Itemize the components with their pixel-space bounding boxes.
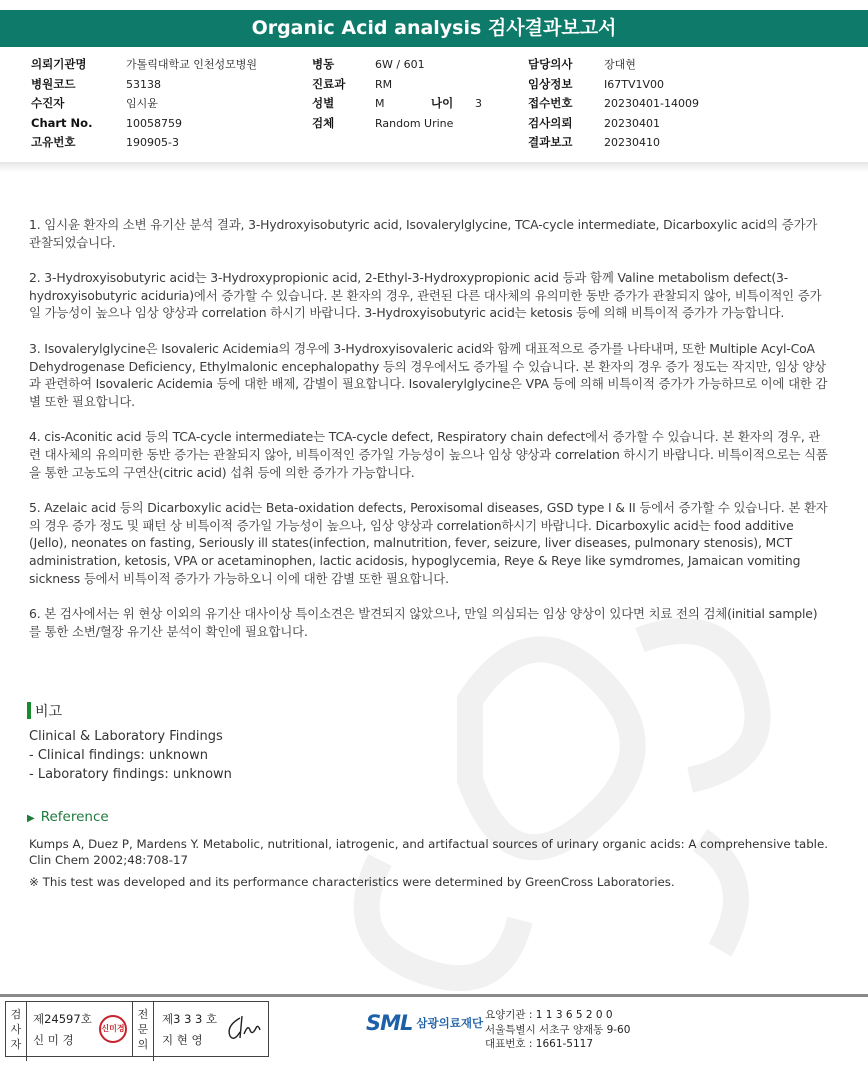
info-label: 담당의사 <box>528 57 573 71</box>
footer-divider <box>0 994 868 997</box>
specialist-license: 제3 3 3 호 <box>162 1012 218 1026</box>
info-column-3 <box>528 55 699 153</box>
info-label: 수진자 <box>31 96 65 110</box>
signature-box <box>5 1001 269 1057</box>
header-divider <box>0 162 868 172</box>
info-row <box>528 75 699 95</box>
specialist-label <box>133 1002 154 1061</box>
specialist-cell <box>154 1002 267 1056</box>
examiner-seal-icon: 신미경 <box>99 1015 127 1043</box>
interpretation-paragraph-3: 3. Isovalerylglycine은 Isovaleric Acidemia의 경우에 3-Hydroxyisovaleric acid와 함께 대표적으로 증가를 나타내며, 또한 Multiple Acyl-CoA Dehydrogenase Deficiency, Ethylmalonic encephalopathy 등의 경우에서도 증가될 수 있습니다. 본 환자의 경우 증가 정도는 작지만, 임상 양상과 관련하여 Isovaleric Acidemia 등에 대한 배제, 감별이 필요합니다. Isovalerylglycine은 VPA 등에 의해 비특이적 증가가 가능하므로 이에 대한 감별 또한 필요합니다. <box>29 340 828 409</box>
organization-info <box>485 1008 630 1052</box>
specialist-name: 지 현 영 <box>162 1033 203 1047</box>
info-value: 20230401-14009 <box>604 97 699 110</box>
info-column-2 <box>312 55 482 133</box>
info-value: 53138 <box>126 77 161 91</box>
info-label: 성별 <box>312 96 335 110</box>
info-row <box>312 94 482 114</box>
examiner-cell <box>27 1002 133 1056</box>
info-label: Chart No. <box>31 115 93 130</box>
triangle-right-icon: ▶ <box>27 813 35 824</box>
info-row <box>31 114 257 134</box>
info-row <box>528 133 699 153</box>
interpretation-paragraph-1: 1. 임시윤 환자의 소변 유기산 분석 결과, 3-Hydroxyisobutyric acid, Isovalerylglycine, TCA-cycle intermediate, Dicarboxylic acid의 증가가 관찰되었습니다. <box>29 217 818 250</box>
info-label: 검체 <box>312 115 335 130</box>
info-column-1 <box>31 55 257 153</box>
info-row <box>31 133 257 153</box>
findings-title: Clinical & Laboratory Findings <box>29 729 223 744</box>
examiner-name: 신 미 경 <box>33 1033 74 1047</box>
info-label: 임상정보 <box>528 76 573 91</box>
findings-list <box>29 727 232 784</box>
info-value: M <box>375 97 385 110</box>
age-value: 3 <box>475 97 482 110</box>
info-label: 병동 <box>312 57 335 71</box>
reference-note: ※ This test was developed and its performance characteristics were determined by GreenCross Laboratories. <box>29 875 675 889</box>
info-row <box>31 75 257 95</box>
info-row <box>31 94 257 114</box>
remarks-bar-icon <box>27 702 31 719</box>
org-address: 서울특별시 서초구 양재동 9-60 <box>485 1023 631 1036</box>
info-value: 20230410 <box>604 136 660 149</box>
interpretation-paragraph-2: 2. 3-Hydroxyisobutyric acid는 3-Hydroxypropionic acid, 2-Ethyl-3-Hydroxypropionic acid 등과 함께 Valine metabolism defect(3-hydroxyisobutyric aciduria)에서 증가할 수 있습니다. 본 환자의 경우, 관련된 다른 대사체의 유의미한 동반 증가가 관찰되지 않아, 비특이적인 증가일 가능성이 높으나 임상 양상과 correlation 하시기 바랍니다. 3-Hydroxyisobutyric acid는 ketosis 등에 의해 비특이적 증가가 가능합니다. <box>29 270 822 321</box>
info-value: Random Urine <box>375 116 454 130</box>
info-label: 결과보고 <box>528 135 573 149</box>
info-label: 검사의뢰 <box>528 115 573 130</box>
specialist-label-text: 전 문 의 <box>137 1008 149 1051</box>
info-value: 장대현 <box>604 58 636 71</box>
interpretation-paragraph-4: 4. cis-Aconitic acid 등의 TCA-cycle intermediate는 TCA-cycle defect, Respiratory chain defect에서 증가할 수 있습니다. 본 환자의 경우, 관련 대사체의 유의미한 동반 증가는 관찰되지 않아, 비특이적인 증가일 가능성이 높으나 임상 양상과 correlation 하시기 바랍니다. 비특이적으로는 식품을 통한 고농도의 구연산(citric acid) 섭취 등에 의한 증가가 가능합니다. <box>29 429 828 480</box>
remarks-heading <box>27 701 62 721</box>
interpretation-paragraph-5: 5. Azelaic acid 등의 Dicarboxylic acid는 Beta-oxidation defects, Peroxisomal diseases, GSD type I & II 등에서 증가할 수 있습니다. 본 환자의 경우 증가 정도 및 패턴 상 비특이적 증가일 가능성이 높으나, 임상 양상과 correlation하시기 바랍니다. Dicarboxylic acid는 food additive (Jello), neonates on fasting, Seriously ill states(infection, malnutrition, fever, seizure, liver diseases, pulmonary stenosis), MCT administration, ketosis, VPA or acetaminophen, lactic acidosis, hypoglycemia, Reye & Reye like symdromes, Jamaican vomiting sickness 등에서 비특이적 증가가 가능하오니 이에 대한 감별 또한 필요합니다. <box>29 500 828 586</box>
info-label: 진료과 <box>312 76 346 91</box>
reference-heading <box>27 809 109 825</box>
info-label: 고유번호 <box>31 135 76 149</box>
reference-heading-text: Reference <box>40 809 109 825</box>
info-label: 의뢰기관명 <box>31 57 87 71</box>
info-value: 20230401 <box>604 116 660 130</box>
info-value: RM <box>375 77 393 91</box>
report-title: Organic Acid analysis 검사결과보고서 <box>0 10 868 47</box>
laboratory-findings: - Laboratory findings: unknown <box>29 767 232 782</box>
examiner-label <box>6 1002 27 1061</box>
reference-citation: Kumps A, Duez P, Mardens Y. Metabolic, nutritional, iatrogenic, and artifactual sources of urinary organic acids: A comprehensive table. Clin Chem 2002;48:708-17 <box>29 837 828 867</box>
info-value: 6W / 601 <box>375 58 425 71</box>
logo-text: SML <box>366 1011 413 1035</box>
info-row <box>31 55 257 75</box>
org-phone: 대표번호 : 1661-5117 <box>485 1038 594 1050</box>
info-value: 가톨릭대학교 인천성모병원 <box>126 58 258 71</box>
info-label: 병원코드 <box>31 76 76 91</box>
examiner-license: 제24597호 <box>33 1012 92 1026</box>
age-label: 나이 <box>431 96 454 110</box>
info-row <box>528 114 699 134</box>
org-code: 요양기관 : 1 1 3 6 5 2 0 0 <box>485 1009 613 1021</box>
interpretation-text <box>29 216 829 658</box>
info-row <box>312 75 482 95</box>
sml-logo <box>366 1011 483 1035</box>
info-value: 임시윤 <box>126 97 158 110</box>
remarks-heading-text: 비고 <box>35 704 63 720</box>
examiner-label-text: 검 사 자 <box>10 1008 22 1051</box>
info-row <box>312 114 482 134</box>
info-row <box>312 55 482 75</box>
org-name: 삼광의료재단 <box>416 1016 484 1030</box>
info-value: 10058759 <box>126 116 182 130</box>
info-value: I67TV1V00 <box>604 77 665 91</box>
interpretation-paragraph-6: 6. 본 검사에서는 위 현상 이외의 유기산 대사이상 특이소견은 발견되지 않았으나, 만일 의심되는 임상 양상이 있다면 치료 전의 검체(initial sample)를 통한 소변/혈장 유기산 분석이 확인에 필요합니다. <box>29 606 818 639</box>
info-value: 190905-3 <box>126 136 179 149</box>
info-row <box>528 94 699 114</box>
info-row <box>528 55 699 75</box>
signature-icon <box>226 1014 264 1042</box>
clinical-findings: - Clinical findings: unknown <box>29 748 208 763</box>
info-label: 접수번호 <box>528 96 573 110</box>
